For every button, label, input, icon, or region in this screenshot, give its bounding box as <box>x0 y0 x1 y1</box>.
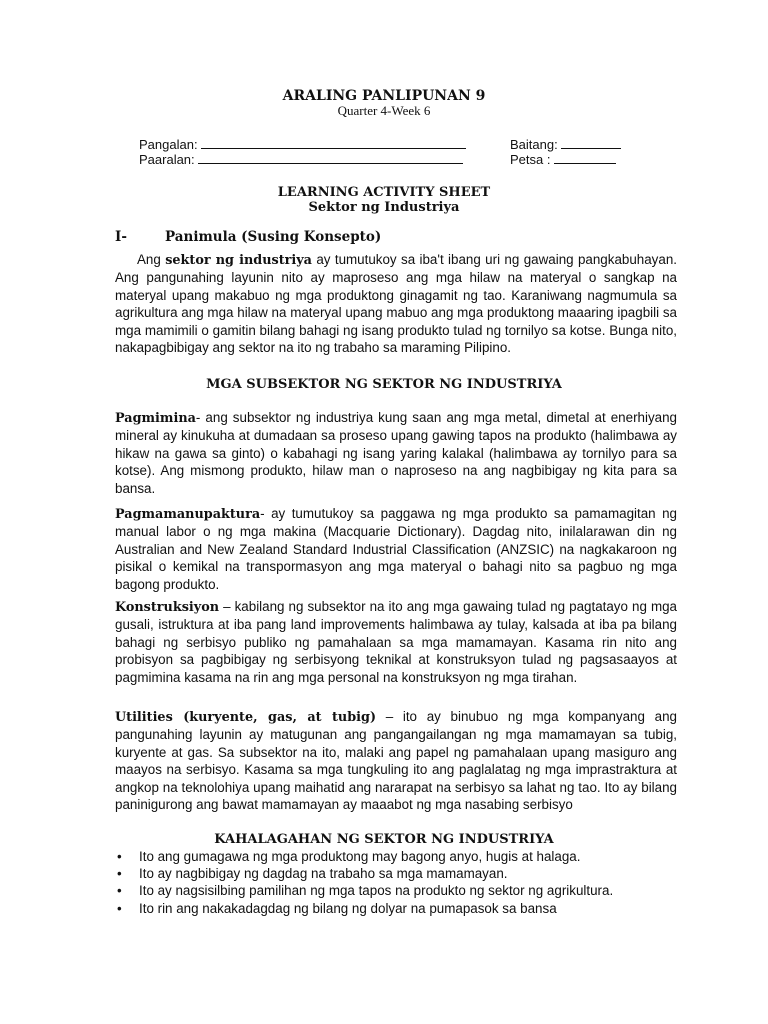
list-item-text: Ito rin ang nakakadagdag ng bilang ng dolyar na pumapasok sa bansa <box>139 900 557 916</box>
list-item-text: Ito ay nagbibigay ng dagdag na trabaho sa mga mamamayan. <box>139 866 508 882</box>
subsector-paragraph <box>115 505 677 593</box>
sheet-subtitle: Sektor ng Industriya <box>308 200 460 215</box>
list-item <box>115 900 677 917</box>
date-label: Petsa : <box>510 152 551 167</box>
school-blank-line[interactable] <box>198 151 463 164</box>
bullet-icon: • <box>117 866 122 882</box>
subsector-paragraph <box>115 409 677 497</box>
subsector-text: - ang subsektor ng industriya kung saan ang mga metal, dimetal at enerhiyang mineral ay kinukuha at dumadaan sa proseso upang gawing tapos na produkto (halimbawa ay hikaw na gawa sa ginto) o kabahagi ng isang yaring kalakal (halimbawa ay tornilyo para sa kotse). Ang mismong produkto, hilaw man o naproseso na ang nagbibigay ng kita para sa bansa. <box>115 410 677 496</box>
subsector-paragraph <box>115 598 677 686</box>
subsector-text: – ito ay binubuo ng mga kompanyang ang pangunahing layunin ay matugunan ang pangangailangan ng mga mamamayan sa tubig, kuryente at gas. Sa subsektor na ito, malaki ang papel ng pamahalaan upang masiguro ang maayos na serbisyo. Kasama sa mga tungkuling ito ang paglalatag ng mga imprastraktura at angkop na teknolohiya upang maihatid ang nararapat na serbisyo sa lahat ng tao. Ito ay bilang paninigurong ang bawat mamamayan ay maaabot ng mga nasabing serbisyo <box>115 709 677 813</box>
quarter-subtitle: Quarter 4-Week 6 <box>337 103 431 118</box>
school-label: Paaralan: <box>139 152 195 167</box>
school-field[interactable] <box>139 151 463 167</box>
name-field[interactable] <box>139 136 466 152</box>
bullet-icon: • <box>117 849 122 864</box>
subsector-term: Pagmimina <box>115 411 196 426</box>
subject-title: ARALING PANLIPUNAN 9 <box>282 88 486 104</box>
list-item-text: Ito ay nagsisilbing pamilihan ng mga tapos na produkto ng sektor ng agrikultura. <box>139 883 614 899</box>
section-heading <box>115 229 381 245</box>
bullet-icon: • <box>117 883 122 899</box>
section-number: I- <box>115 229 127 245</box>
name-label: Pangalan: <box>139 137 198 152</box>
list-item <box>115 848 677 865</box>
section-title: Panimula (Susing Konsepto) <box>165 229 382 245</box>
intro-lead: Ang <box>137 252 166 267</box>
subsector-paragraph <box>115 708 677 813</box>
grade-field[interactable] <box>510 136 621 152</box>
date-blank-line[interactable] <box>554 151 616 164</box>
name-blank-line[interactable] <box>201 136 466 149</box>
list-item <box>115 882 677 899</box>
importance-list <box>115 848 677 917</box>
subsector-term: Konstruksiyon <box>115 600 220 615</box>
subsector-text: - ay tumutukoy sa paggawa ng mga produkto sa pamamagitan ng manual labor o ng mga makina (Macquarie Dictionary). Dagdag nito, inilalarawan din ng Australian and New Zealand Standard Industrial Classification (ANZSIC) na nagkakaroon ng pisikal o kemikal na transpormasyon ang mga materyal o bahagi nito sa pagbuo ng mga bagong produkto. <box>115 506 677 592</box>
intro-text: ay tumutukoy sa iba't ibang uri ng gawaing pangkabuhayan. Ang pangunahing layunin nito ay maproseso ang mga hilaw na materyal o sangkap na materyal upang makabuo ng mga produktong ginagamit ng tao. Karaniwang nagmumula sa agrikultura ang mga hilaw na materyal upang mabuo ang mga produktong maaaring ipagbili sa mga mamimili o gamitin bilang bahagi ng isang produkto tulad ng tornilyo sa kotse. Bunga nito, nakapagbibigay ang sektor na ito ng trabaho sa maraming Pilipino. <box>115 252 677 356</box>
subsector-term: Pagmamanupaktura <box>115 507 261 522</box>
date-field[interactable] <box>510 151 616 167</box>
subsector-text: – kabilang ng subsektor na ito ang mga gawaing tulad ng pagtatayo ng mga gusali, istruktura at iba pang land improvements halimbawa ay tulay, kalsada at iba pa bilang bahagi ng serbisyo publiko ng pamahalaan sa mga mamamayan. Kasama rin nito ang probisyon sa pagbibigay ng serbisyong teknikal at konstruksyon tulad ng pagsasaayos at pagmimina kasama na rin ang mga personal na konstruksyon ng mga tirahan. <box>115 599 677 685</box>
grade-label: Baitang: <box>510 137 558 152</box>
subsector-term: Utilities (kuryente, gas, at tubig) <box>115 710 377 725</box>
list-item-text: Ito ang gumagawa ng mga produktong may bagong anyo, hugis at halaga. <box>139 849 581 864</box>
subsectors-heading: MGA SUBSEKTOR NG SEKTOR NG INDUSTRIYA <box>206 377 562 392</box>
sheet-title: LEARNING ACTIVITY SHEET <box>277 185 491 200</box>
importance-heading: KAHALAGAHAN NG SEKTOR NG INDUSTRIYA <box>214 832 554 847</box>
list-item <box>115 865 677 882</box>
intro-paragraph <box>115 251 677 356</box>
grade-blank-line[interactable] <box>561 136 621 149</box>
bullet-icon: • <box>117 900 122 916</box>
intro-term: sektor ng industriya <box>165 253 312 268</box>
